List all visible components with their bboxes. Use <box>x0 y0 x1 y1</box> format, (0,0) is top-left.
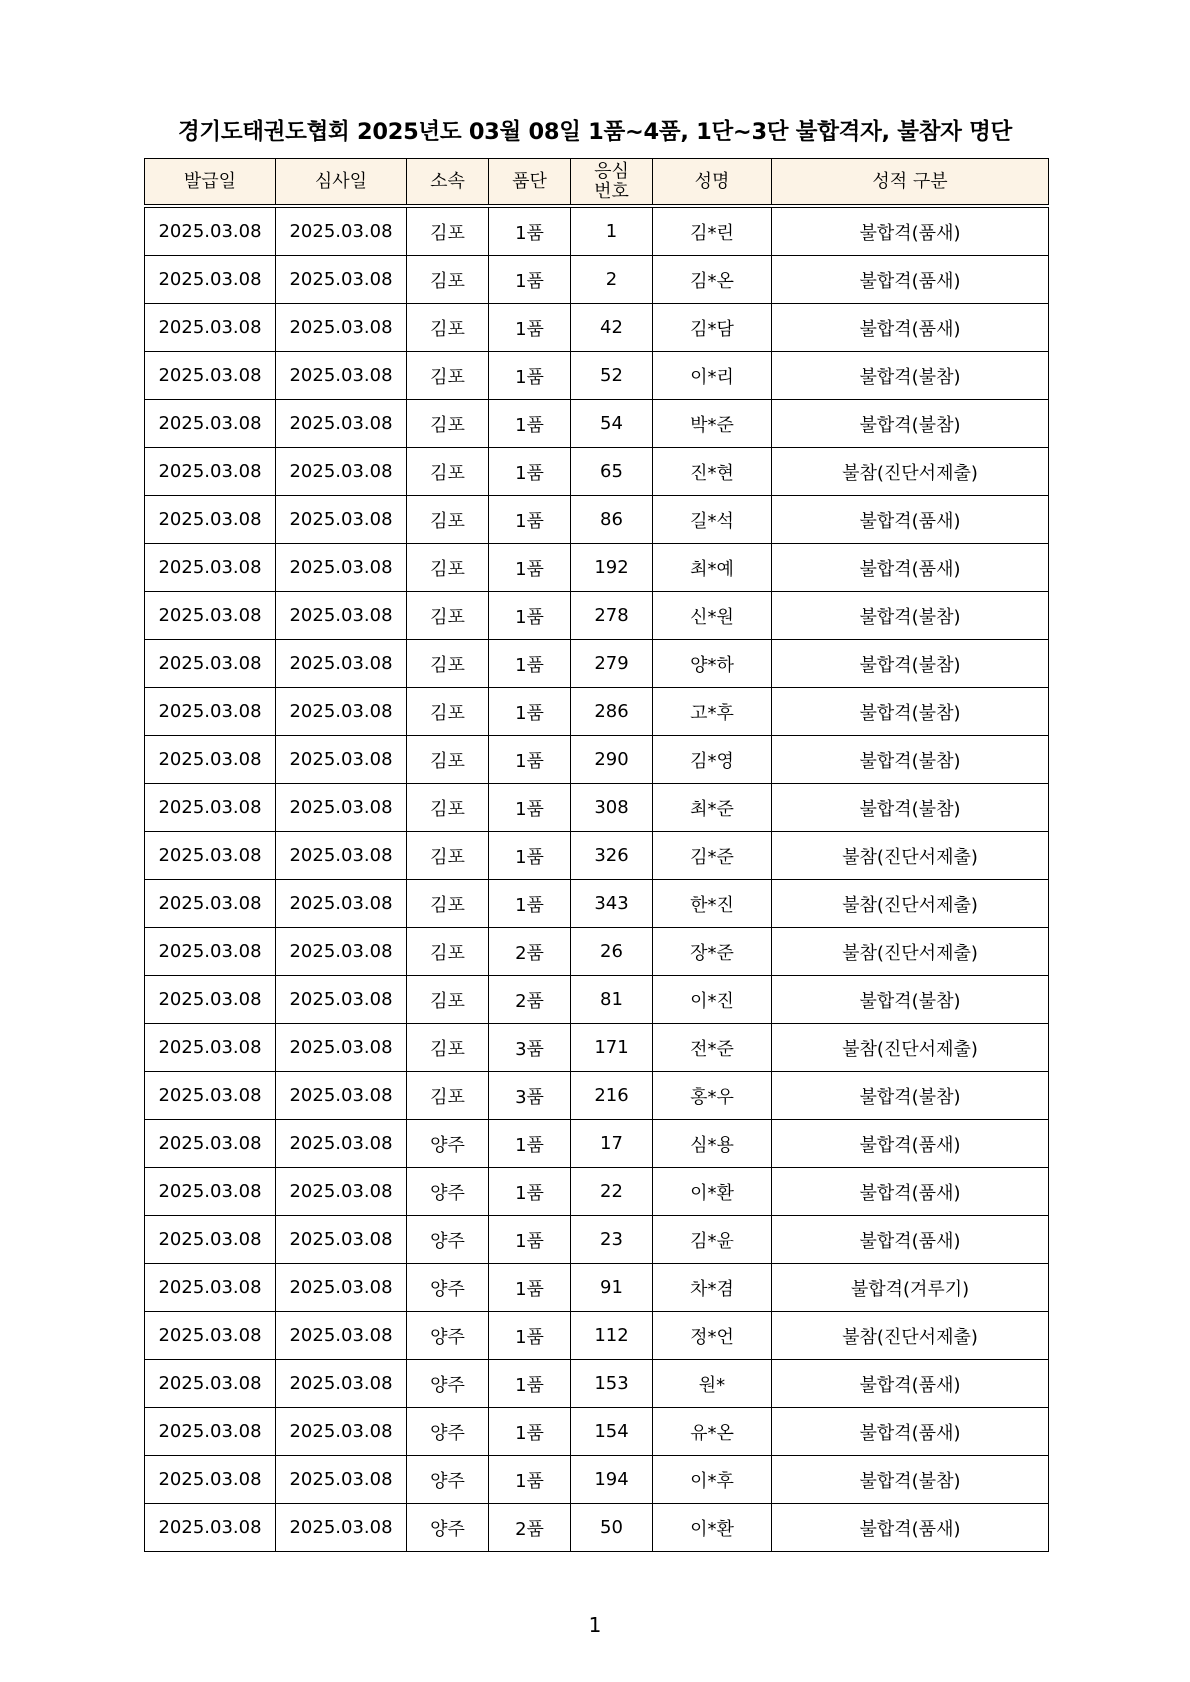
affiliation-cell: 김포 <box>407 496 489 544</box>
issue-date-cell: 2025.03.08 <box>145 1072 276 1120</box>
name-cell: 홍*우 <box>653 1072 772 1120</box>
exam-date-cell: 2025.03.08 <box>276 1024 407 1072</box>
issue-date-cell: 2025.03.08 <box>145 784 276 832</box>
exam-number-cell: 17 <box>571 1120 653 1168</box>
affiliation-cell: 양주 <box>407 1264 489 1312</box>
table-row <box>145 1408 1049 1456</box>
rank-cell: 1품 <box>489 1168 571 1216</box>
issue-date-cell: 2025.03.08 <box>145 352 276 400</box>
table-row <box>145 832 1049 880</box>
exam-number-cell: 86 <box>571 496 653 544</box>
rank-cell: 1품 <box>489 736 571 784</box>
exam-date-cell: 2025.03.08 <box>276 1072 407 1120</box>
affiliation-cell: 양주 <box>407 1456 489 1504</box>
issue-date-cell: 2025.03.08 <box>145 1360 276 1408</box>
exam-number-cell: 192 <box>571 544 653 592</box>
name-cell: 김*담 <box>653 304 772 352</box>
exam-number-cell: 65 <box>571 448 653 496</box>
issue-date-cell: 2025.03.08 <box>145 1504 276 1552</box>
table-row <box>145 592 1049 640</box>
exam-date-cell: 2025.03.08 <box>276 1312 407 1360</box>
result-cell: 불합격(불참) <box>772 1072 1049 1120</box>
affiliation-cell: 김포 <box>407 400 489 448</box>
exam-date-cell: 2025.03.08 <box>276 832 407 880</box>
rank-cell: 1품 <box>489 304 571 352</box>
exam-number-cell: 81 <box>571 976 653 1024</box>
name-cell: 이*리 <box>653 352 772 400</box>
affiliation-cell: 김포 <box>407 976 489 1024</box>
table-row <box>145 976 1049 1024</box>
issue-date-cell: 2025.03.08 <box>145 1408 276 1456</box>
issue-date-cell: 2025.03.08 <box>145 206 276 256</box>
exam-number-cell: 290 <box>571 736 653 784</box>
column-header-result: 성적 구분 <box>772 159 1049 207</box>
result-cell: 불참(진단서제출) <box>772 1024 1049 1072</box>
issue-date-cell: 2025.03.08 <box>145 832 276 880</box>
result-cell: 불합격(불참) <box>772 688 1049 736</box>
affiliation-cell: 양주 <box>407 1408 489 1456</box>
exam-number-cell: 286 <box>571 688 653 736</box>
affiliation-cell: 김포 <box>407 256 489 304</box>
exam-date-cell: 2025.03.08 <box>276 976 407 1024</box>
exam-date-cell: 2025.03.08 <box>276 592 407 640</box>
name-cell: 장*준 <box>653 928 772 976</box>
exam-date-cell: 2025.03.08 <box>276 206 407 256</box>
result-cell: 불합격(품새) <box>772 1216 1049 1264</box>
issue-date-cell: 2025.03.08 <box>145 304 276 352</box>
rank-cell: 1품 <box>489 1408 571 1456</box>
exam-date-cell: 2025.03.08 <box>276 400 407 448</box>
result-cell: 불합격(불참) <box>772 736 1049 784</box>
table-row <box>145 496 1049 544</box>
table-row <box>145 352 1049 400</box>
issue-date-cell: 2025.03.08 <box>145 592 276 640</box>
affiliation-cell: 김포 <box>407 832 489 880</box>
exam-number-cell: 52 <box>571 352 653 400</box>
table-row <box>145 256 1049 304</box>
affiliation-cell: 김포 <box>407 784 489 832</box>
issue-date-cell: 2025.03.08 <box>145 544 276 592</box>
name-cell: 이*진 <box>653 976 772 1024</box>
exam-number-cell: 216 <box>571 1072 653 1120</box>
affiliation-cell: 양주 <box>407 1216 489 1264</box>
affiliation-cell: 김포 <box>407 1024 489 1072</box>
exam-date-cell: 2025.03.08 <box>276 1360 407 1408</box>
name-cell: 최*예 <box>653 544 772 592</box>
exam-number-cell: 326 <box>571 832 653 880</box>
result-cell: 불참(진단서제출) <box>772 832 1049 880</box>
name-cell: 박*준 <box>653 400 772 448</box>
table-row <box>145 928 1049 976</box>
affiliation-cell: 김포 <box>407 736 489 784</box>
column-header-affiliation: 소속 <box>407 159 489 207</box>
rank-cell: 3품 <box>489 1072 571 1120</box>
affiliation-cell: 양주 <box>407 1168 489 1216</box>
exam-number-cell: 22 <box>571 1168 653 1216</box>
result-cell: 불합격(불참) <box>772 1456 1049 1504</box>
table-row <box>145 1024 1049 1072</box>
result-cell: 불합격(품새) <box>772 206 1049 256</box>
table-body <box>145 206 1049 1552</box>
issue-date-cell: 2025.03.08 <box>145 688 276 736</box>
rank-cell: 1품 <box>489 496 571 544</box>
exam-date-cell: 2025.03.08 <box>276 304 407 352</box>
issue-date-cell: 2025.03.08 <box>145 448 276 496</box>
name-cell: 정*언 <box>653 1312 772 1360</box>
name-cell: 고*후 <box>653 688 772 736</box>
exam-number-cell: 278 <box>571 592 653 640</box>
exam-number-cell: 2 <box>571 256 653 304</box>
exam-date-cell: 2025.03.08 <box>276 640 407 688</box>
exam-number-cell: 50 <box>571 1504 653 1552</box>
affiliation-cell: 양주 <box>407 1360 489 1408</box>
exam-number-cell: 194 <box>571 1456 653 1504</box>
name-cell: 신*원 <box>653 592 772 640</box>
table-row <box>145 400 1049 448</box>
rank-cell: 1품 <box>489 1360 571 1408</box>
name-cell: 이*환 <box>653 1504 772 1552</box>
result-cell: 불참(진단서제출) <box>772 928 1049 976</box>
issue-date-cell: 2025.03.08 <box>145 976 276 1024</box>
issue-date-cell: 2025.03.08 <box>145 880 276 928</box>
exam-date-cell: 2025.03.08 <box>276 688 407 736</box>
result-cell: 불합격(겨루기) <box>772 1264 1049 1312</box>
affiliation-cell: 김포 <box>407 688 489 736</box>
affiliation-cell: 김포 <box>407 1072 489 1120</box>
rank-cell: 1품 <box>489 352 571 400</box>
table-row <box>145 1120 1049 1168</box>
exam-number-cell: 42 <box>571 304 653 352</box>
rank-cell: 1품 <box>489 688 571 736</box>
page-number: 1 <box>588 1613 602 1637</box>
name-cell: 김*영 <box>653 736 772 784</box>
name-cell: 차*겸 <box>653 1264 772 1312</box>
table-header-row <box>145 159 1049 207</box>
rank-cell: 2품 <box>489 1504 571 1552</box>
column-header-name: 성명 <box>653 159 772 207</box>
table-row <box>145 880 1049 928</box>
issue-date-cell: 2025.03.08 <box>145 1024 276 1072</box>
rank-cell: 1품 <box>489 448 571 496</box>
rank-cell: 3품 <box>489 1024 571 1072</box>
rank-cell: 1품 <box>489 784 571 832</box>
table-row <box>145 736 1049 784</box>
rank-cell: 2품 <box>489 976 571 1024</box>
result-cell: 불참(진단서제출) <box>772 1312 1049 1360</box>
rank-cell: 1품 <box>489 544 571 592</box>
table-row <box>145 1456 1049 1504</box>
rank-cell: 1품 <box>489 640 571 688</box>
issue-date-cell: 2025.03.08 <box>145 256 276 304</box>
issue-date-cell: 2025.03.08 <box>145 736 276 784</box>
result-cell: 불합격(불참) <box>772 400 1049 448</box>
exam-date-cell: 2025.03.08 <box>276 1456 407 1504</box>
column-header-issue-date: 발급일 <box>145 159 276 207</box>
issue-date-cell: 2025.03.08 <box>145 640 276 688</box>
affiliation-cell: 김포 <box>407 928 489 976</box>
rank-cell: 1품 <box>489 1120 571 1168</box>
result-cell: 불합격(불참) <box>772 352 1049 400</box>
exam-number-cell: 343 <box>571 880 653 928</box>
exam-date-cell: 2025.03.08 <box>276 448 407 496</box>
table-row <box>145 1264 1049 1312</box>
name-cell: 김*준 <box>653 832 772 880</box>
name-cell: 이*환 <box>653 1168 772 1216</box>
result-cell: 불합격(품새) <box>772 496 1049 544</box>
roster-table <box>144 158 1049 1552</box>
result-cell: 불합격(품새) <box>772 1504 1049 1552</box>
name-cell: 길*석 <box>653 496 772 544</box>
name-cell: 양*하 <box>653 640 772 688</box>
result-cell: 불합격(품새) <box>772 304 1049 352</box>
result-cell: 불합격(불참) <box>772 976 1049 1024</box>
exam-date-cell: 2025.03.08 <box>276 880 407 928</box>
exam-number-cell: 23 <box>571 1216 653 1264</box>
result-cell: 불합격(품새) <box>772 1168 1049 1216</box>
affiliation-cell: 김포 <box>407 448 489 496</box>
rank-cell: 1품 <box>489 1312 571 1360</box>
name-cell: 유*온 <box>653 1408 772 1456</box>
rank-cell: 1품 <box>489 256 571 304</box>
issue-date-cell: 2025.03.08 <box>145 1264 276 1312</box>
affiliation-cell: 김포 <box>407 544 489 592</box>
result-cell: 불합격(품새) <box>772 1120 1049 1168</box>
issue-date-cell: 2025.03.08 <box>145 1120 276 1168</box>
exam-date-cell: 2025.03.08 <box>276 1120 407 1168</box>
exam-number-cell: 91 <box>571 1264 653 1312</box>
result-cell: 불합격(품새) <box>772 1360 1049 1408</box>
table-row <box>145 784 1049 832</box>
issue-date-cell: 2025.03.08 <box>145 1216 276 1264</box>
rank-cell: 1품 <box>489 592 571 640</box>
name-cell: 전*준 <box>653 1024 772 1072</box>
exam-date-cell: 2025.03.08 <box>276 1408 407 1456</box>
issue-date-cell: 2025.03.08 <box>145 928 276 976</box>
exam-date-cell: 2025.03.08 <box>276 928 407 976</box>
exam-date-cell: 2025.03.08 <box>276 1264 407 1312</box>
affiliation-cell: 양주 <box>407 1120 489 1168</box>
affiliation-cell: 김포 <box>407 640 489 688</box>
exam-date-cell: 2025.03.08 <box>276 736 407 784</box>
result-cell: 불합격(품새) <box>772 544 1049 592</box>
result-cell: 불참(진단서제출) <box>772 448 1049 496</box>
exam-date-cell: 2025.03.08 <box>276 544 407 592</box>
exam-date-cell: 2025.03.08 <box>276 496 407 544</box>
affiliation-cell: 김포 <box>407 592 489 640</box>
result-cell: 불합격(불참) <box>772 640 1049 688</box>
affiliation-cell: 김포 <box>407 880 489 928</box>
exam-number-cell: 171 <box>571 1024 653 1072</box>
name-cell: 김*윤 <box>653 1216 772 1264</box>
table-row <box>145 1216 1049 1264</box>
result-cell: 불합격(품새) <box>772 1408 1049 1456</box>
table-row <box>145 688 1049 736</box>
issue-date-cell: 2025.03.08 <box>145 400 276 448</box>
exam-date-cell: 2025.03.08 <box>276 1168 407 1216</box>
column-header-exam-number: 응심 번호 <box>571 159 653 207</box>
result-cell: 불합격(품새) <box>772 256 1049 304</box>
table-row <box>145 1360 1049 1408</box>
name-cell: 김*린 <box>653 206 772 256</box>
rank-cell: 1품 <box>489 1264 571 1312</box>
name-cell: 최*준 <box>653 784 772 832</box>
affiliation-cell: 김포 <box>407 352 489 400</box>
rank-cell: 1품 <box>489 206 571 256</box>
affiliation-cell: 김포 <box>407 206 489 256</box>
exam-date-cell: 2025.03.08 <box>276 1504 407 1552</box>
exam-date-cell: 2025.03.08 <box>276 256 407 304</box>
name-cell: 원* <box>653 1360 772 1408</box>
exam-number-cell: 154 <box>571 1408 653 1456</box>
affiliation-cell: 양주 <box>407 1504 489 1552</box>
name-cell: 심*용 <box>653 1120 772 1168</box>
issue-date-cell: 2025.03.08 <box>145 496 276 544</box>
table-row <box>145 544 1049 592</box>
issue-date-cell: 2025.03.08 <box>145 1456 276 1504</box>
exam-number-cell: 112 <box>571 1312 653 1360</box>
exam-number-cell: 153 <box>571 1360 653 1408</box>
rank-cell: 1품 <box>489 400 571 448</box>
table-row <box>145 1504 1049 1552</box>
rank-cell: 1품 <box>489 1216 571 1264</box>
result-cell: 불합격(불참) <box>772 592 1049 640</box>
issue-date-cell: 2025.03.08 <box>145 1168 276 1216</box>
issue-date-cell: 2025.03.08 <box>145 1312 276 1360</box>
exam-date-cell: 2025.03.08 <box>276 784 407 832</box>
name-cell: 한*진 <box>653 880 772 928</box>
affiliation-cell: 김포 <box>407 304 489 352</box>
column-header-rank: 품단 <box>489 159 571 207</box>
name-cell: 김*온 <box>653 256 772 304</box>
table-row <box>145 1072 1049 1120</box>
document-title: 경기도태권도협회 2025년도 03월 08일 1품~4품, 1단~3단 불합격자, 불참자 명단 <box>177 119 1012 145</box>
affiliation-cell: 양주 <box>407 1312 489 1360</box>
exam-number-cell: 279 <box>571 640 653 688</box>
rank-cell: 1품 <box>489 880 571 928</box>
name-cell: 이*후 <box>653 1456 772 1504</box>
table-row <box>145 640 1049 688</box>
exam-number-cell: 26 <box>571 928 653 976</box>
name-cell: 진*현 <box>653 448 772 496</box>
exam-number-cell: 54 <box>571 400 653 448</box>
table-row <box>145 206 1049 256</box>
table-row <box>145 448 1049 496</box>
rank-cell: 2품 <box>489 928 571 976</box>
rank-cell: 1품 <box>489 1456 571 1504</box>
exam-date-cell: 2025.03.08 <box>276 352 407 400</box>
rank-cell: 1품 <box>489 832 571 880</box>
table-row <box>145 304 1049 352</box>
exam-number-cell: 308 <box>571 784 653 832</box>
table-row <box>145 1312 1049 1360</box>
exam-date-cell: 2025.03.08 <box>276 1216 407 1264</box>
result-cell: 불참(진단서제출) <box>772 880 1049 928</box>
result-cell: 불합격(불참) <box>772 784 1049 832</box>
column-header-exam-date: 심사일 <box>276 159 407 207</box>
table-row <box>145 1168 1049 1216</box>
exam-number-cell: 1 <box>571 206 653 256</box>
